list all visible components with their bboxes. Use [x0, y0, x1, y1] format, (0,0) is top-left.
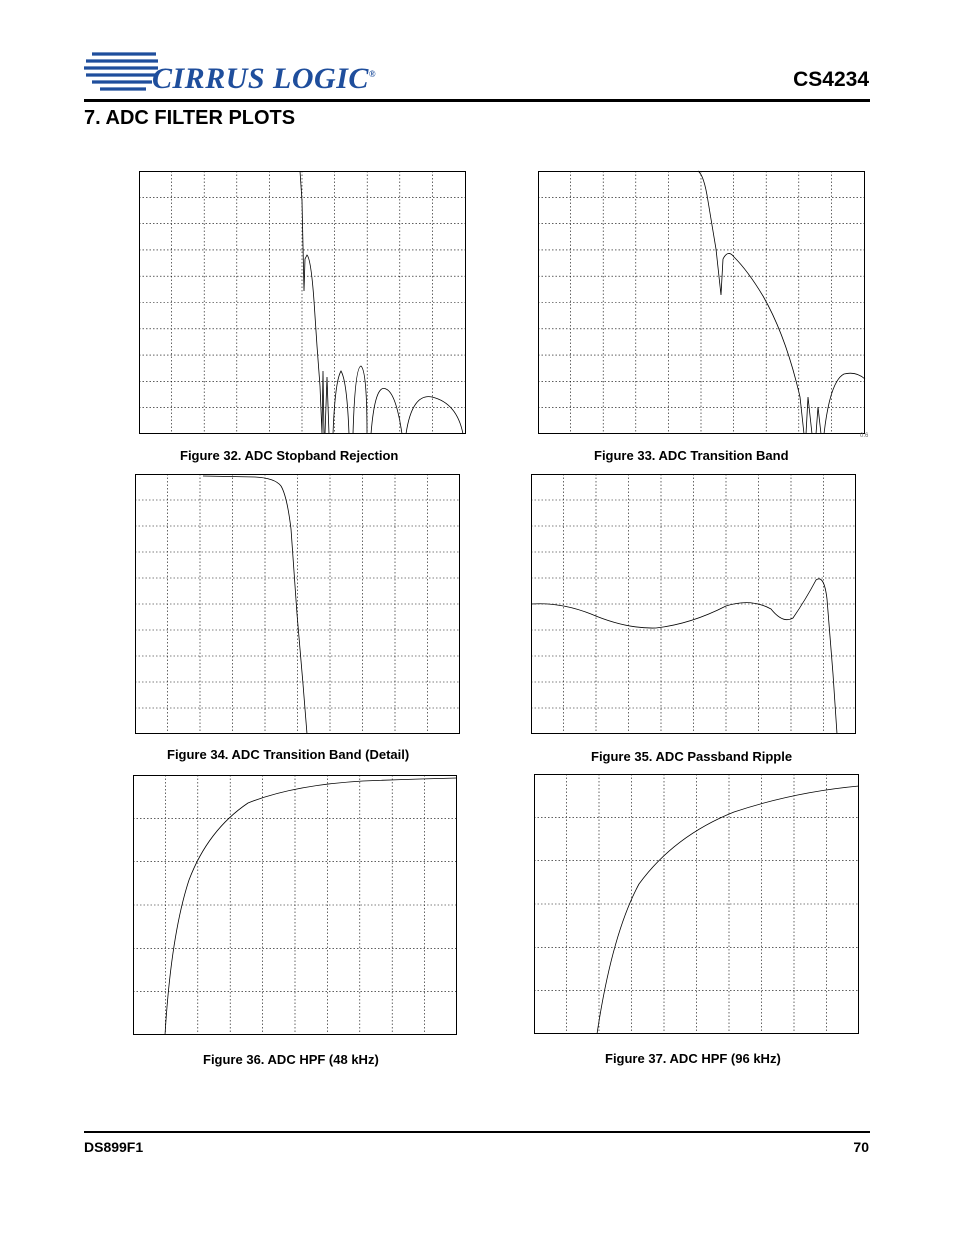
- part-number: CS4234: [793, 68, 869, 91]
- figure-34-plot: [135, 474, 460, 734]
- figure-34-chart: [135, 474, 460, 734]
- document-id: DS899F1: [84, 1139, 144, 1155]
- figure-32-chart: [139, 171, 466, 434]
- footer-rule: [84, 1131, 870, 1133]
- figure-33-corner-label: 0.6: [860, 433, 869, 439]
- figure-36-chart: [133, 775, 457, 1035]
- figure-35-caption: Figure 35. ADC Passband Ripple: [591, 749, 793, 764]
- header-rule: [84, 99, 870, 102]
- logo-wordmark: CIRRUS LOGIC®: [152, 62, 377, 95]
- page-number: 70: [853, 1139, 869, 1155]
- section-title: 7. ADC FILTER PLOTS: [84, 107, 296, 129]
- figure-33-caption: Figure 33. ADC Transition Band: [594, 448, 789, 463]
- figure-37-caption: Figure 37. ADC HPF (96 kHz): [605, 1051, 781, 1066]
- figure-36-caption: Figure 36. ADC HPF (48 kHz): [203, 1052, 379, 1067]
- figure-34-caption: Figure 34. ADC Transition Band (Detail): [167, 747, 410, 762]
- figure-35-chart: [531, 474, 856, 734]
- figure-36-plot: [133, 775, 457, 1035]
- figure-32-caption: Figure 32. ADC Stopband Rejection: [180, 448, 399, 463]
- figure-33-chart: [538, 171, 865, 434]
- figure-37-chart: [534, 774, 859, 1034]
- figure-37-plot: [534, 774, 859, 1034]
- figure-32-plot: [139, 171, 466, 434]
- figure-35-plot: [531, 474, 856, 734]
- figure-33-plot: [538, 171, 865, 434]
